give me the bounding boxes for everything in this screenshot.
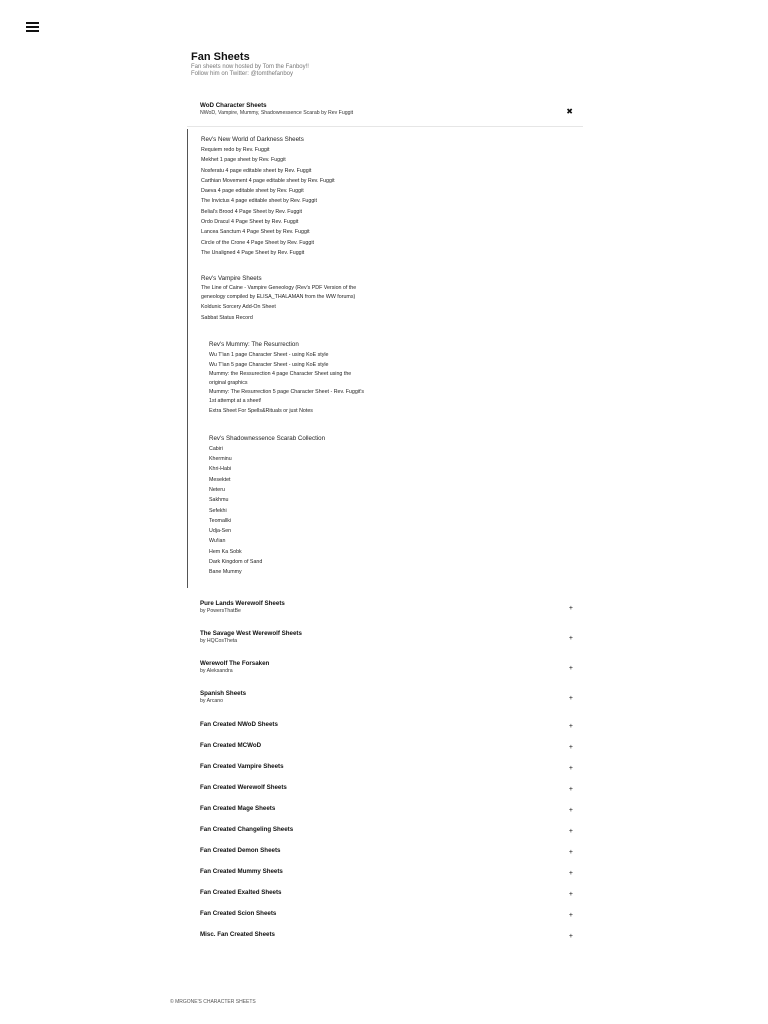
sheet-link[interactable]: The Line of Caine - Vampire Geneology (Rev's PDF Version of the geneology compiled by ELISA_THALAMAN from the WW forums) [201, 285, 357, 301]
sheet-link[interactable]: Mummy: the Ressurection 4 page Character Sheet using the original graphics [209, 371, 352, 387]
accordion-header-fan-created[interactable] [187, 886, 583, 907]
section-title: Misc. Fan Created Sheets [200, 930, 275, 938]
plus-icon[interactable]: + [568, 806, 573, 814]
section-title: Fan Created MCWoD [200, 741, 262, 749]
sheet-link[interactable]: Sakhmu [209, 497, 229, 504]
section-title: The Savage West Werewolf Sheets [200, 629, 302, 637]
menu-bar [26, 22, 39, 24]
sheet-link[interactable]: Ordo Dracul 4 Page Sheet by Rev. Fuggit [201, 219, 299, 226]
sheet-link[interactable]: Sabbat Status Record [201, 314, 253, 321]
sheet-link[interactable]: Carthian Movement 4 page editable sheet by Rev. Fuggit [201, 177, 335, 184]
accordion-panel-wod [187, 129, 583, 588]
hamburger-menu-icon[interactable] [26, 21, 39, 33]
accordion-header-fan-created[interactable] [187, 865, 583, 886]
plus-icon[interactable]: + [568, 743, 573, 751]
accordion-header-fan-created[interactable] [187, 781, 583, 802]
accordion-header-fan-created[interactable] [187, 823, 583, 844]
accordion-header-fan-created[interactable] [187, 928, 583, 949]
group-mummy [188, 341, 583, 417]
sheet-link[interactable]: Extra Sheet For Spells&Rituals or just Notes [209, 408, 313, 415]
sheet-link[interactable]: Circle of the Crone 4 Page Sheet by Rev. Fuggit [201, 239, 314, 246]
sheet-link[interactable]: Wu!ian [209, 538, 226, 545]
sheet-link[interactable]: Lancea Sanctum 4 Page Sheet by Rev. Fuggit [201, 229, 310, 236]
section-title: WoD Character Sheets [200, 102, 267, 109]
sheet-link[interactable]: Daeva 4 page editable sheet by Rev. Fuggit [201, 188, 304, 195]
group-nwod [188, 129, 583, 258]
group-title: Rev's Vampire Sheets [201, 275, 262, 283]
section-title: Fan Created Changeling Sheets [200, 825, 294, 833]
group-title: Rev's New World of Darkness Sheets [201, 136, 304, 143]
sheet-link[interactable]: Mummy: The Resurrection 5 page Character Sheet - Rev. Fuggit's 1st attempt at a sheet! [209, 389, 365, 405]
sheet-link[interactable]: Wu T'ian 5 page Character Sheet - using KoE style [209, 362, 329, 369]
sheet-link[interactable]: Belial's Brood 4 Page Sheet by Rev. Fuggit [201, 208, 303, 215]
sheet-link[interactable]: Dark Kingdom of Sand [209, 559, 263, 566]
section-title: Fan Created Werewolf Sheets [200, 783, 287, 791]
accordion-header-section[interactable] [187, 596, 583, 626]
twitter-link[interactable]: Follow him on Twitter: @tomthefanboy [191, 71, 294, 77]
plus-icon[interactable]: + [568, 932, 573, 940]
plus-icon[interactable]: + [568, 694, 573, 702]
sheet-link[interactable]: Cabiri [209, 445, 223, 452]
accordion-header-fan-created[interactable] [187, 718, 583, 739]
sheet-link[interactable]: Wu T'ian 1 page Character Sheet - using KoE style [209, 351, 329, 358]
section-title: Werewolf The Forsaken [200, 659, 270, 667]
sheet-link[interactable]: Requiem redo by Rev. Fuggit [201, 147, 270, 153]
sheet-link[interactable]: Teomallki [209, 517, 232, 524]
sheet-link[interactable]: Neteru [209, 486, 225, 493]
footer-copyright: © MRGONE'S CHARACTER SHEETS [170, 999, 256, 1005]
group-scarab [188, 435, 583, 578]
close-icon[interactable]: ✖ [566, 107, 573, 116]
section-title: Pure Lands Werewolf Sheets [200, 599, 285, 607]
section-title: Fan Created Mummy Sheets [200, 867, 283, 875]
accordion-header-fan-created[interactable] [187, 907, 583, 928]
sheet-link[interactable]: Hem Ka Sobk [209, 548, 242, 555]
section-title: Fan Created Scion Sheets [200, 909, 277, 917]
accordion-header-wod[interactable] [187, 100, 583, 127]
plus-icon[interactable]: + [568, 604, 573, 612]
menu-bar [26, 30, 39, 32]
plus-icon[interactable]: + [568, 722, 573, 730]
plus-icon[interactable]: + [568, 764, 573, 772]
section-title: Fan Created NWoD Sheets [200, 720, 278, 728]
accordion-header-fan-created[interactable] [187, 802, 583, 823]
section-title: Fan Created Exalted Sheets [200, 888, 282, 896]
accordion-header-fan-created[interactable] [187, 739, 583, 760]
sheet-link[interactable]: Udja-Sen [209, 528, 232, 535]
section-title: Spanish Sheets [200, 689, 247, 697]
sheet-link[interactable]: Sefekhi [209, 507, 227, 514]
accordion-header-fan-created[interactable] [187, 844, 583, 865]
menu-bar [26, 26, 39, 28]
sheet-link[interactable]: The Unaligned 4 Page Sheet by Rev. Fuggit [201, 249, 305, 256]
plus-icon[interactable]: + [568, 827, 573, 835]
sheet-link[interactable]: Mesektet [209, 476, 231, 483]
plus-icon[interactable]: + [568, 869, 573, 877]
plus-icon[interactable]: + [568, 785, 573, 793]
section-description: by PowersThatBe [200, 607, 241, 614]
section-title: Fan Created Mage Sheets [200, 804, 276, 812]
accordion-header-section[interactable] [187, 656, 583, 686]
plus-icon[interactable]: + [568, 911, 573, 919]
group-title: Rev's Mummy: The Resurrection [209, 340, 299, 348]
section-title: Fan Created Vampire Sheets [200, 762, 284, 770]
accordion [187, 100, 583, 949]
sheet-link[interactable]: Mekhet 1 page sheet by Rev. Fuggit [201, 157, 286, 164]
group-vampire [188, 275, 583, 323]
section-description: by HQCosTheta [200, 637, 238, 644]
sheet-link[interactable]: Khri-Habi [209, 466, 232, 473]
section-description: NWoD, Vampire, Mummy, Shadownessence Scarab by Rev Fuggit [200, 110, 354, 116]
plus-icon[interactable]: + [568, 890, 573, 898]
page-header [191, 51, 309, 78]
group-title: Rev's Shadownessence Scarab Collection [209, 434, 326, 442]
section-description: by Arcano [200, 697, 224, 704]
accordion-header-fan-created[interactable] [187, 760, 583, 781]
accordion-header-section[interactable] [187, 626, 583, 656]
plus-icon[interactable]: + [568, 634, 573, 642]
section-description: by Aleksandra [200, 667, 233, 674]
sheet-link[interactable]: Koldunic Sorcery Add-On Sheet [201, 304, 276, 311]
header-subtitle: Fan sheets now hosted by Tom the Fanboy!! [191, 64, 309, 70]
plus-icon[interactable]: + [568, 848, 573, 856]
plus-icon[interactable]: + [568, 664, 573, 672]
sheet-link[interactable]: The Invictus 4 page editable sheet by Rev. Fuggit [201, 198, 317, 205]
sheet-link[interactable]: Bane Mummy [209, 569, 242, 576]
section-title: Fan Created Demon Sheets [200, 846, 281, 854]
sheet-link[interactable]: Kherminu [209, 456, 232, 463]
accordion-header-section[interactable] [187, 686, 583, 716]
sheet-link[interactable]: Nosferatu 4 page editable sheet by Rev. Fuggit [201, 167, 312, 174]
page-title: Fan Sheets [191, 51, 250, 63]
